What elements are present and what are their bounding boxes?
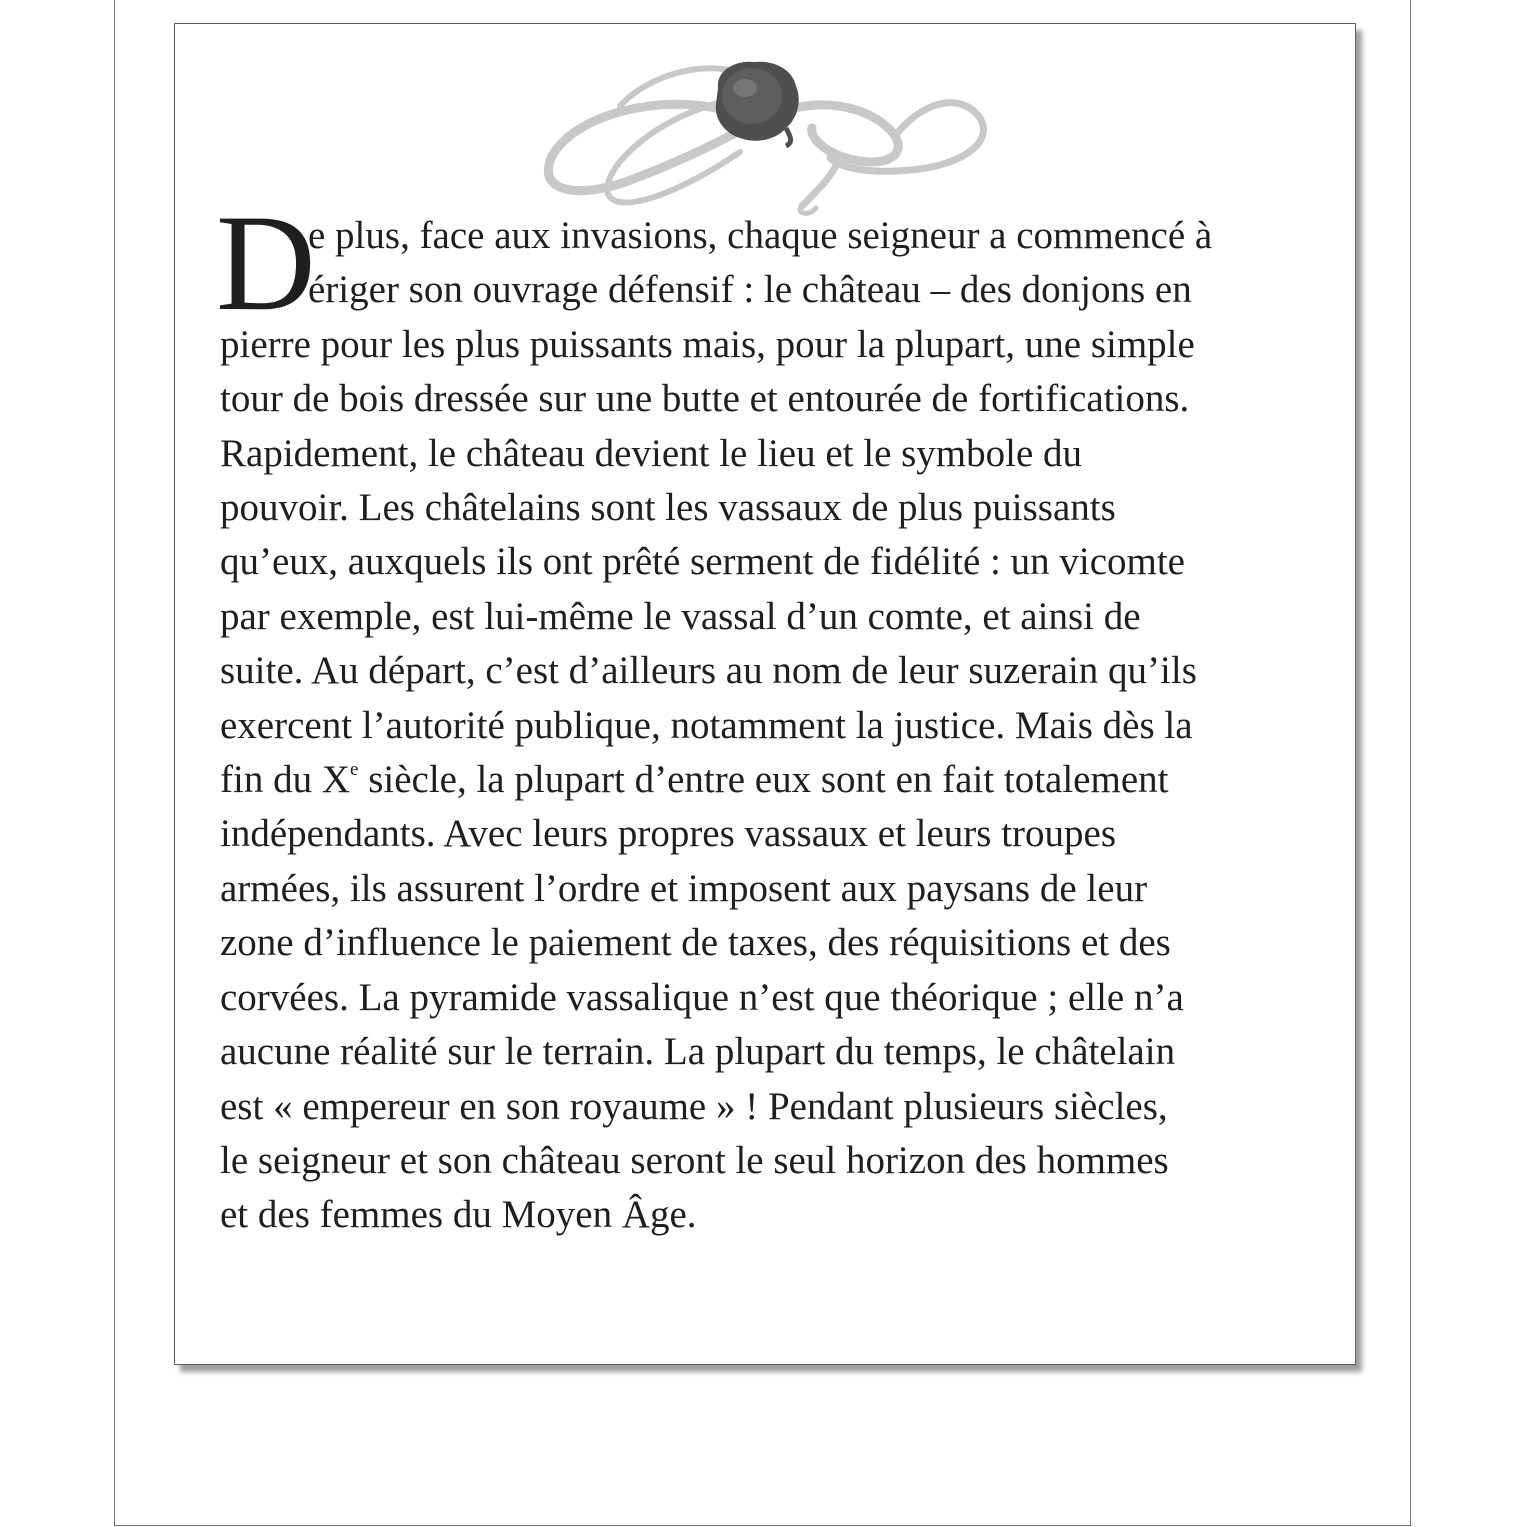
text-line-11-before: fin du X <box>220 758 350 802</box>
text-line-14: zone d’influence le paiement de taxes, des réquisitions et des <box>220 921 1171 965</box>
text-line-16: aucune réalité sur le terrain. La plupart du temps, le châtelain <box>220 1030 1176 1074</box>
text-line-2: ériger son ouvrage défensif : le château – des donjons en <box>308 268 1192 312</box>
text-line-12: indépendants. Avec leurs propres vassaux et leurs troupes <box>220 812 1117 856</box>
text-line-10: exercent l’autorité publique, notamment la justice. Mais dès la <box>220 703 1193 747</box>
ribbon-tail-down <box>802 156 840 206</box>
text-line-11 <box>220 753 1330 807</box>
text-line-19: et des femmes du Moyen Âge. <box>220 1193 697 1237</box>
text-line-15: corvées. La pyramide vassalique n’est que théorique ; elle n’a <box>220 975 1184 1019</box>
text-line-7: qu’eux, auxquels ils ont prêté serment de fidélité : un vicomte <box>220 540 1185 584</box>
body-paragraph <box>220 209 1330 1243</box>
text-line-1: e plus, face aux invasions, chaque seigneur a commencé à <box>308 214 1213 257</box>
text-line-17: est « empereur en son royaume » ! Pendant plusieurs siècles, <box>220 1084 1168 1128</box>
drop-cap: D <box>216 186 316 339</box>
text-line-4: tour de bois dressée sur une butte et entourée de fortifications. <box>220 377 1190 421</box>
text-line-9: suite. Au départ, c’est d’ailleurs au nom de leur suzerain qu’ils <box>220 649 1197 693</box>
ribbon-loop-left <box>548 104 745 190</box>
text-line-13: armées, ils assurent l’ordre et imposent aux paysans de leur <box>220 866 1148 910</box>
wax-seal-ribbon-icon <box>540 48 990 220</box>
century-superscript: e <box>350 759 359 781</box>
ribbon-loop-right <box>795 105 898 162</box>
text-line-5: Rapidement, le château devient le lieu et le symbole du <box>220 431 1083 475</box>
text-line-3: pierre pour les plus puissants mais, pour la plupart, une simple <box>220 322 1195 366</box>
text-line-6: pouvoir. Les châtelains sont les vassaux de plus puissants <box>220 486 1116 530</box>
text-line-11-after: siècle, la plupart d’entre eux sont en fait totalement <box>358 758 1169 802</box>
text-line-8: par exemple, est lui-même le vassal d’un comte, et ainsi de <box>220 594 1141 638</box>
text-line-18: le seigneur et son château seront le seul horizon des hommes <box>220 1138 1169 1182</box>
